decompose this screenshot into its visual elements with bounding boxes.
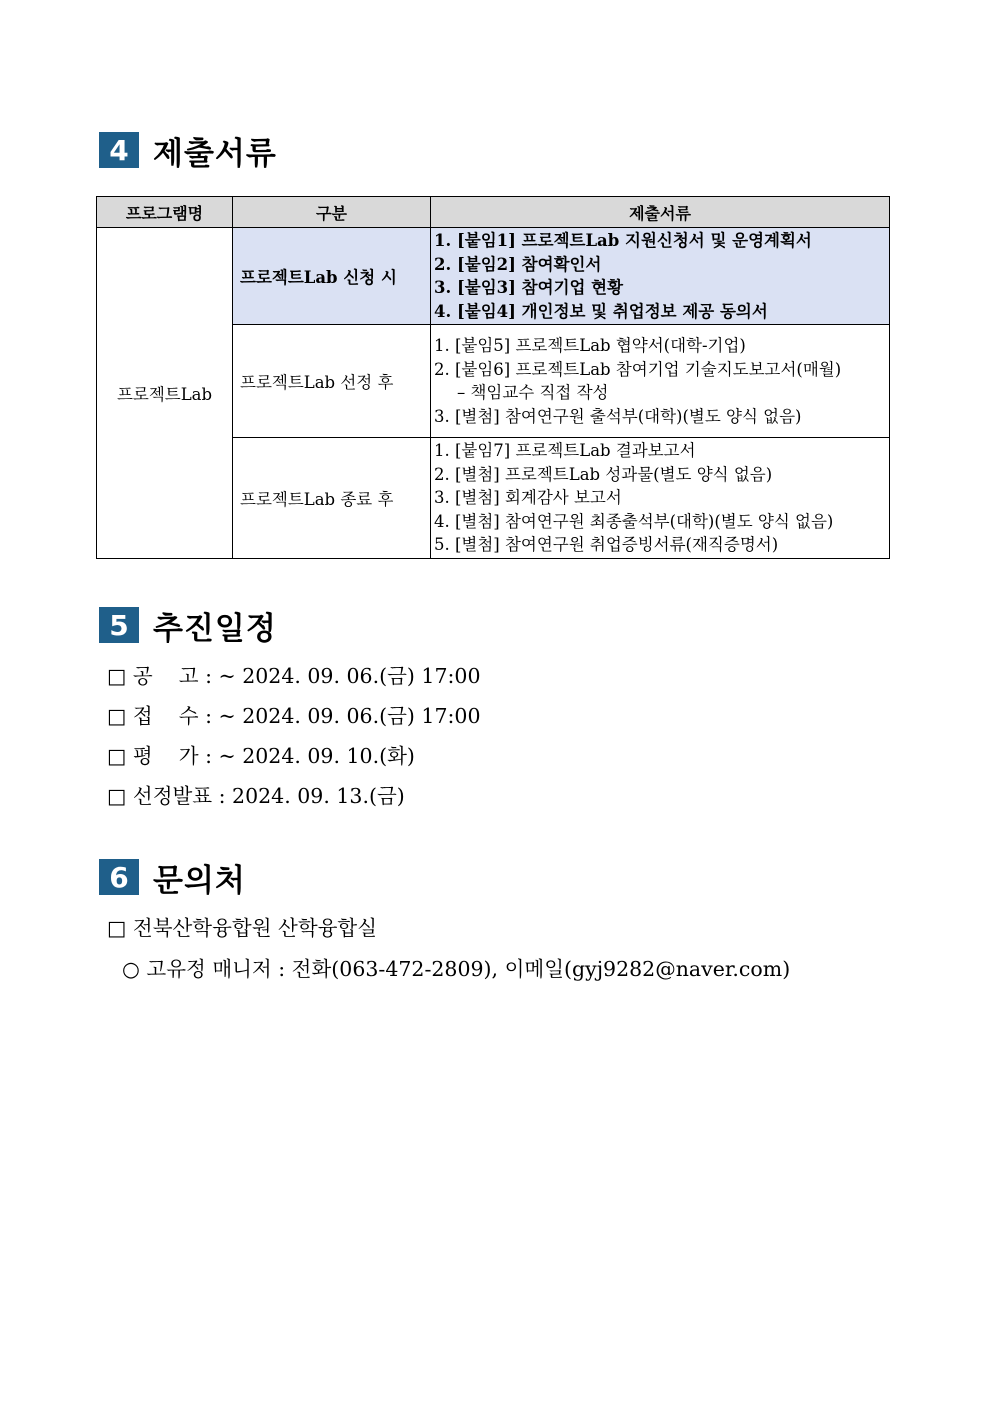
- stage-cell: 프로젝트Lab 신청 시: [233, 228, 431, 325]
- list-item-note: – 책임교수 직접 작성: [457, 383, 609, 402]
- section-number-badge: 5: [99, 607, 139, 643]
- section-4-heading: [99, 130, 277, 170]
- list-item: 1. [붙임7] 프로젝트Lab 결과보고서: [434, 441, 696, 460]
- list-item: 2. [붙임6] 프로젝트Lab 참여기업 기술지도보고서(매월): [434, 359, 842, 379]
- contact-organization: □ 전북산학융합원 산학융합실: [107, 916, 378, 940]
- table-row: [97, 228, 890, 325]
- table-header-row: [97, 197, 890, 228]
- section-title: 제출서류: [153, 135, 277, 172]
- section-number-badge: 4: [99, 132, 139, 168]
- program-name-cell: 프로젝트Lab: [97, 228, 233, 559]
- contact-person: ○ 고유정 매니저 : 전화(063-472-2809), 이메일(gyj9282@naver.com): [122, 957, 791, 981]
- column-header-stage: 구분: [233, 197, 431, 228]
- list-item: 3. [별첨] 참여연구원 출석부(대학)(별도 양식 없음): [434, 406, 802, 426]
- section-5-heading: [99, 605, 277, 645]
- documents-cell: [431, 438, 890, 559]
- list-item: 4. [별첨] 참여연구원 최종출석부(대학)(별도 양식 없음): [434, 511, 834, 531]
- stage-cell: 프로젝트Lab 선정 후: [233, 325, 431, 438]
- schedule-item-evaluation: □ 평 가 : ~ 2024. 09. 10.(화): [107, 744, 415, 768]
- column-header-program: 프로그램명: [97, 197, 233, 228]
- list-item: 2. [별첨] 프로젝트Lab 성과물(별도 양식 없음): [434, 464, 773, 484]
- list-item: 1. [붙임5] 프로젝트Lab 협약서(대학-기업): [434, 336, 746, 355]
- list-item: 3. [별첨] 회계감사 보고서: [434, 488, 622, 507]
- documents-cell: [431, 325, 890, 438]
- column-header-documents: 제출서류: [431, 197, 890, 228]
- list-item: 2. [붙임2] 참여확인서: [434, 254, 602, 274]
- list-item: 4. [붙임4] 개인정보 및 취업정보 제공 동의서: [434, 301, 768, 321]
- section-number-badge: 6: [99, 859, 139, 895]
- schedule-item-selection: □ 선정발표 : 2024. 09. 13.(금): [107, 784, 405, 808]
- submission-documents-table: [96, 196, 890, 559]
- stage-cell: 프로젝트Lab 종료 후: [233, 438, 431, 559]
- schedule-item-application: □ 접 수 : ~ 2024. 09. 06.(금) 17:00: [107, 704, 481, 728]
- section-title: 추진일정: [153, 610, 277, 647]
- list-item: 3. [붙임3] 참여기업 현황: [434, 278, 624, 297]
- schedule-item-announcement: □ 공 고 : ~ 2024. 09. 06.(금) 17:00: [107, 664, 481, 688]
- section-6-heading: [99, 857, 246, 897]
- list-item: 1. [붙임1] 프로젝트Lab 지원신청서 및 운영계획서: [434, 231, 812, 250]
- documents-cell: [431, 228, 890, 325]
- section-title: 문의처: [153, 862, 246, 899]
- list-item: 5. [별첨] 참여연구원 취업증빙서류(재직증명서): [434, 535, 779, 554]
